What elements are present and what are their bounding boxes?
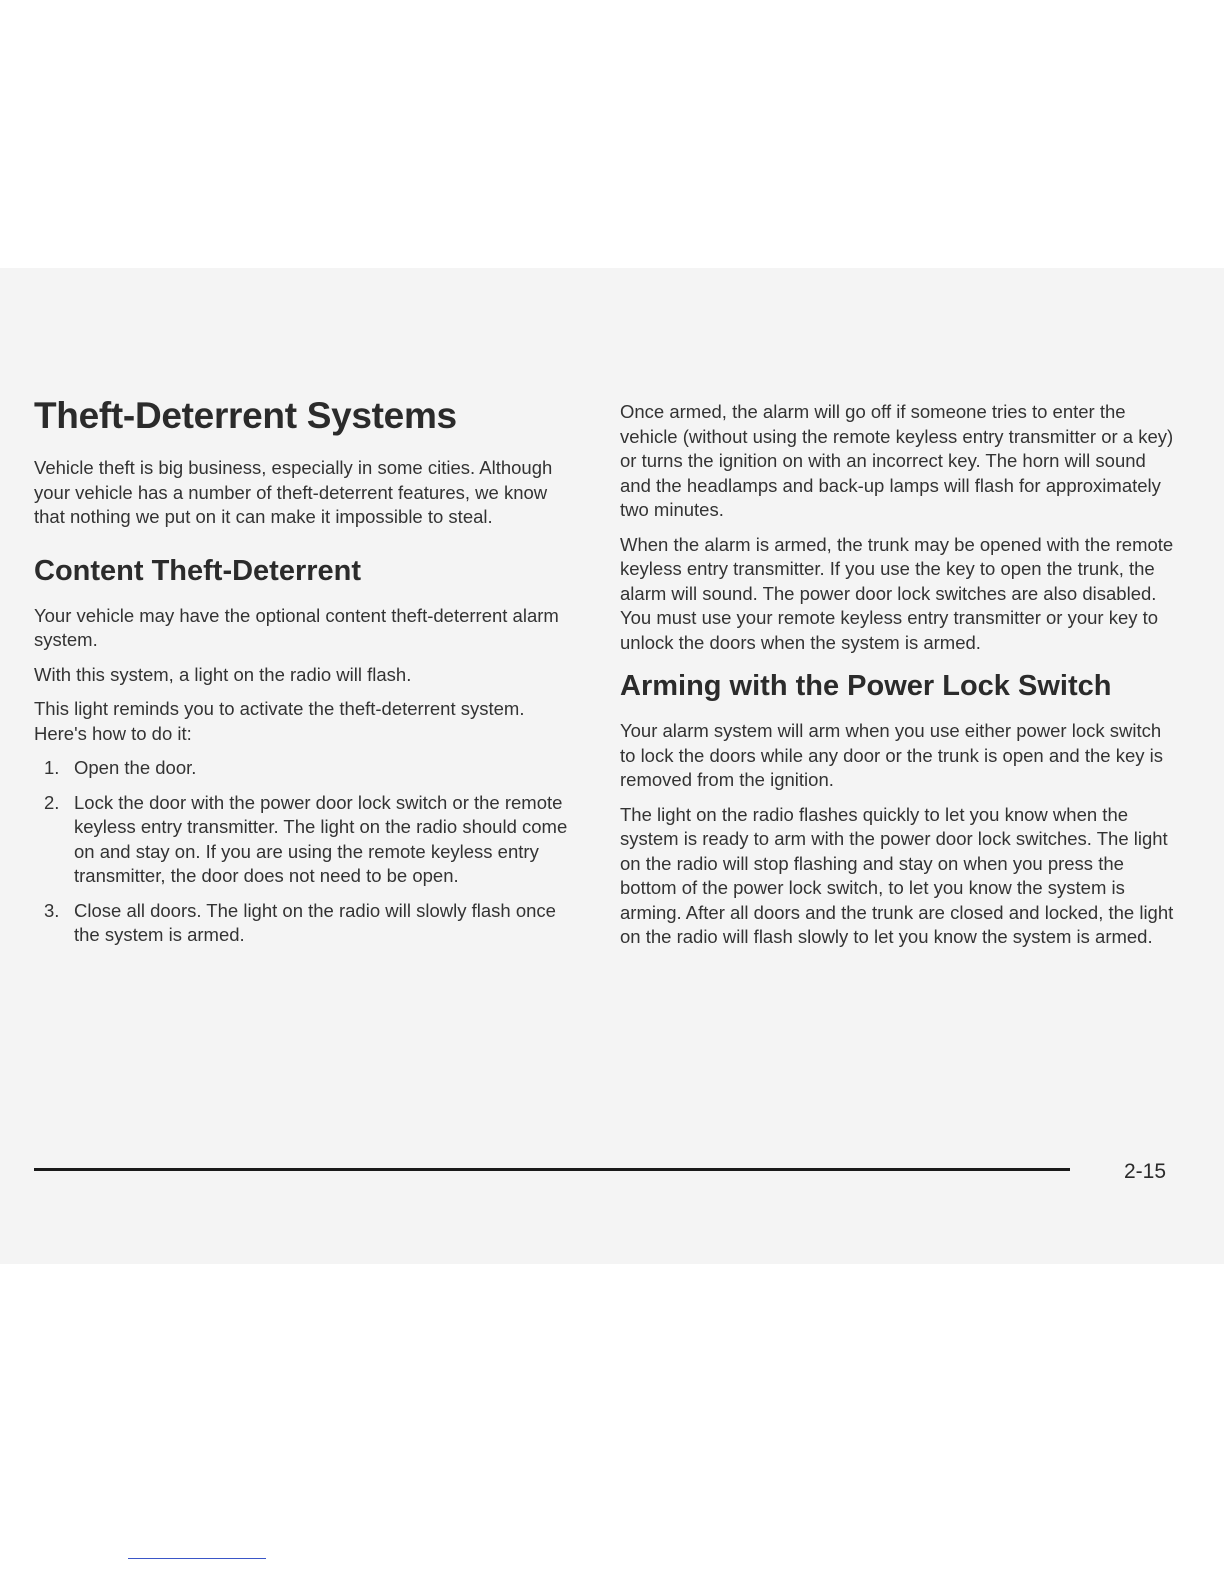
- step-number: 2.: [44, 791, 60, 813]
- footer-rule: [34, 1168, 1070, 1171]
- section-heading-arming: Arming with the Power Lock Switch: [620, 670, 1112, 702]
- list-item: [34, 791, 574, 889]
- right-column: [620, 400, 1180, 960]
- page-number: 2-15: [1124, 1160, 1167, 1183]
- step-number: 1.: [44, 757, 60, 778]
- bottom-link-line: [128, 1558, 266, 1559]
- step-text: Lock the door with the power door lock switch or the remote keyless entry transmitter. The light on the radio should come on and stay on. If you are using the remote keyless entry transmitter, the door does not need to be open.: [74, 791, 568, 886]
- list-item: [34, 756, 574, 781]
- list-item: [34, 899, 574, 948]
- steps-list: [34, 756, 574, 948]
- step-text: Close all doors. The light on the radio will slowly flash once the system is armed.: [74, 899, 556, 945]
- step-text: Open the door.: [74, 757, 197, 778]
- section-heading-content-theft: Content Theft-Deterrent: [34, 554, 362, 587]
- paragraph: The light on the radio flashes quickly to let you know when the system is ready to arm with the power door lock switches. The light on the radio will stop flashing and stay on when you press the bottom of the power lock switch, to let you know the system is arming. After all doors and the trunk are closed and locked, the light on the radio will flash slowly to let you know the system is armed.: [620, 803, 1174, 947]
- paragraph: With this system, a light on the radio will flash.: [34, 663, 412, 685]
- paragraph: Once armed, the alarm will go off if someone tries to enter the vehicle (without using the remote keyless entry transmitter or a key) or turns the ignition on with an incorrect key. The horn will sound and the headlamps and back-up lamps will flash for approximately two minutes.: [620, 401, 1174, 520]
- left-column: [34, 392, 574, 958]
- paragraph: This light reminds you to activate the theft-deterrent system. Here's how to do it:: [34, 698, 525, 744]
- page-title: Theft-Deterrent Systems: [34, 395, 457, 436]
- intro-paragraph: Vehicle theft is big business, especially in some cities. Although your vehicle has a number of theft-deterrent features, we know that nothing we put on it can make it impossible to steal.: [34, 457, 553, 527]
- paragraph: When the alarm is armed, the trunk may be opened with the remote keyless entry transmitter. If you use the key to open the trunk, the alarm will sound. The power door lock switches are also disabled. You must use your remote keyless entry transmitter or your key to unlock the doors when the system is armed.: [620, 533, 1174, 653]
- paragraph: Your vehicle may have the optional content theft-deterrent alarm system.: [34, 604, 559, 650]
- paragraph: Your alarm system will arm when you use either power lock switch to lock the doors while any door or the trunk is open and the key is removed from the ignition.: [620, 720, 1163, 790]
- step-number: 3.: [44, 899, 60, 921]
